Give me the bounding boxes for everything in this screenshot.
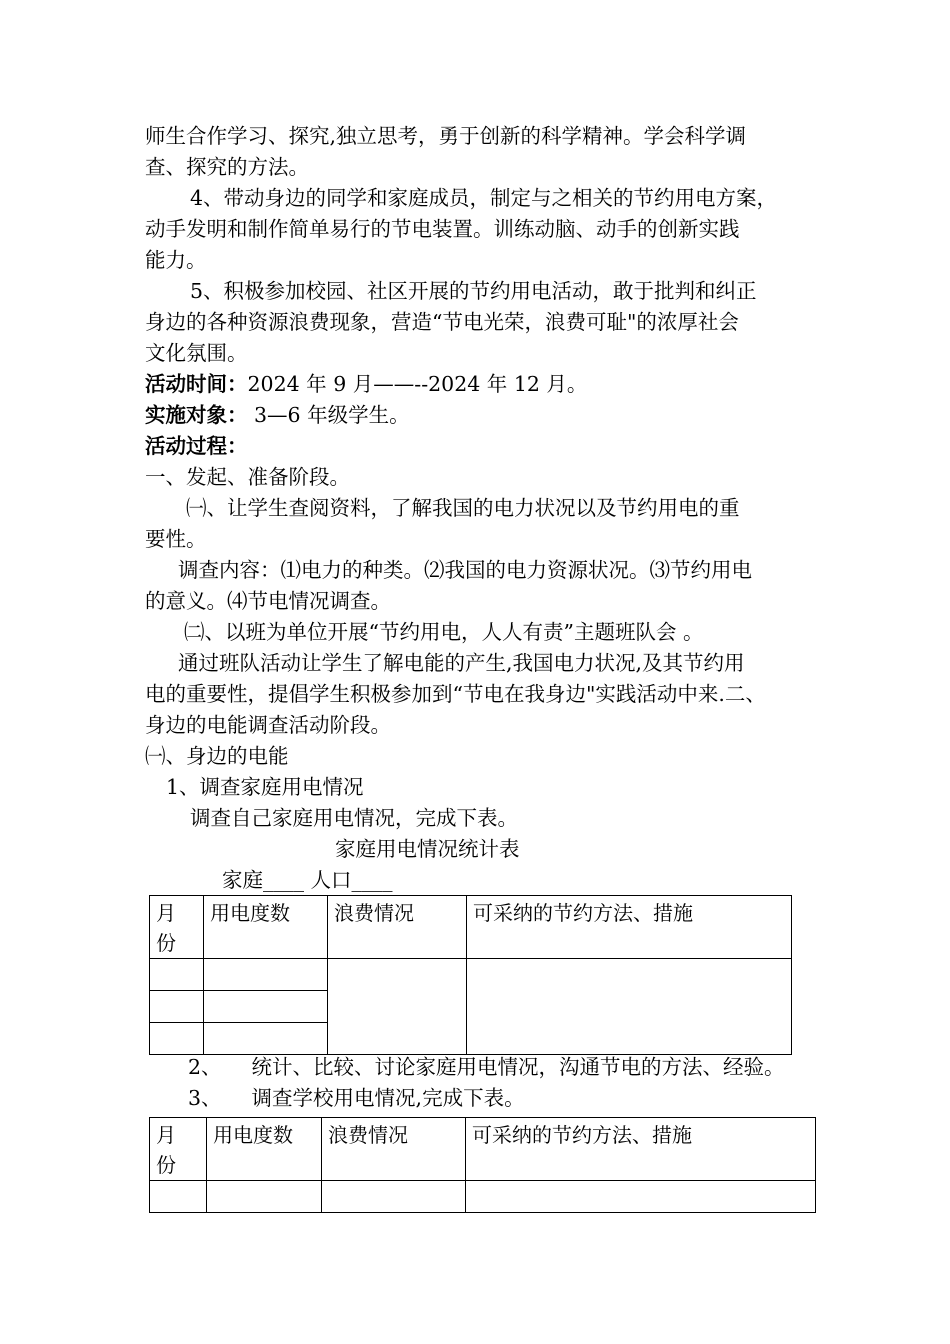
header-month: 月 份 bbox=[150, 896, 204, 959]
step2-text: 统计、比较、讨论家庭用电情况，沟通节电的方法、经验。 bbox=[251, 1055, 785, 1079]
activity-time-label: 活动时间： bbox=[145, 372, 248, 396]
target-audience bbox=[145, 400, 410, 431]
cell-waste-input[interactable] bbox=[328, 959, 467, 1055]
cell-month-input[interactable] bbox=[150, 1181, 207, 1213]
cell-usage-input[interactable] bbox=[204, 991, 328, 1023]
step2-number: 2、 bbox=[188, 1055, 222, 1079]
header-usage: 用电度数 bbox=[204, 896, 328, 959]
para2-line2: 动手发明和制作简单易行的节电装置。训练动脑、动手的创新实践 bbox=[145, 217, 740, 241]
cell-waste-input[interactable] bbox=[322, 1181, 466, 1213]
item1-line2: 要性。 bbox=[145, 527, 207, 551]
cell-month-input[interactable] bbox=[150, 991, 204, 1023]
header-methods: 可采纳的节约方法、措施 bbox=[467, 896, 792, 959]
cell-usage-input[interactable] bbox=[204, 1023, 328, 1055]
home-table-meta: 家庭____ 人口____ bbox=[222, 868, 393, 892]
sub1-heading: ㈠、身边的电能 bbox=[145, 744, 289, 768]
process-heading: 活动过程： bbox=[145, 434, 248, 458]
cell-usage-input[interactable] bbox=[207, 1181, 322, 1213]
home-usage-table bbox=[149, 895, 792, 1055]
target-label: 实施对象： bbox=[145, 403, 248, 427]
header-waste: 浪费情况 bbox=[328, 896, 467, 959]
cell-month-input[interactable] bbox=[150, 959, 204, 991]
activity-time-value: 2024 年 9 月——--2024 年 12 月。 bbox=[247, 372, 588, 396]
para2-line1: 4、带动身边的同学和家庭成员，制定与之相关的节约用电方案， bbox=[190, 186, 778, 210]
header-usage: 用电度数 bbox=[207, 1118, 322, 1181]
para2-line3: 能力。 bbox=[145, 248, 207, 272]
step3-number: 3、 bbox=[188, 1086, 222, 1110]
para1-line1: 师生合作学习、探究,独立思考，勇于创新的科学精神。学会科学调 bbox=[145, 124, 747, 148]
para1-line2: 查、探究的方法。 bbox=[145, 155, 309, 179]
survey-line2: 的意义。⑷节电情况调查。 bbox=[145, 589, 391, 613]
para3-line2: 身边的各种资源浪费现象，营造“节电光荣，浪费可耻"的浓厚社会 bbox=[145, 310, 739, 334]
header-month: 月 份 bbox=[150, 1118, 207, 1181]
para3-line1: 5、积极参加校园、社区开展的节约用电活动，敢于批判和纠正 bbox=[190, 279, 757, 303]
target-value: 3—6 年级学生。 bbox=[247, 403, 410, 427]
para4-line2: 电的重要性，提倡学生积极参加到“节电在我身边"实践活动中来.二、 bbox=[145, 682, 766, 706]
para3-line3: 文化氛围。 bbox=[145, 341, 248, 365]
stage1-heading: 一、发起、准备阶段。 bbox=[145, 465, 350, 489]
item2-line1: ㈡、以班为单位开展“节约用电，人人有责”主题班队会 。 bbox=[184, 620, 704, 644]
para4-line1: 通过班队活动让学生了解电能的产生,我国电力状况,及其节约用 bbox=[178, 651, 745, 675]
step3-line bbox=[188, 1083, 525, 1114]
step3-text: 调查学校用电情况,完成下表。 bbox=[251, 1086, 525, 1110]
para4-line3: 身边的电能调查活动阶段。 bbox=[145, 713, 391, 737]
header-methods: 可采纳的节约方法、措施 bbox=[466, 1118, 816, 1181]
table-row bbox=[150, 959, 792, 991]
cell-month-input[interactable] bbox=[150, 1023, 204, 1055]
sub1-1-heading: 1、调查家庭用电情况 bbox=[166, 775, 364, 799]
activity-time bbox=[145, 369, 587, 400]
sub1-1-description: 调查自己家庭用电情况，完成下表。 bbox=[190, 806, 518, 830]
table-row bbox=[150, 1181, 816, 1213]
step2-line bbox=[188, 1052, 785, 1083]
table-header-row bbox=[150, 1118, 816, 1181]
cell-usage-input[interactable] bbox=[204, 959, 328, 991]
cell-methods-input[interactable] bbox=[466, 1181, 816, 1213]
item1-line1: ㈠、让学生查阅资料，了解我国的电力状况以及节约用电的重 bbox=[186, 496, 740, 520]
home-table-title: 家庭用电情况统计表 bbox=[335, 837, 520, 861]
header-waste: 浪费情况 bbox=[322, 1118, 466, 1181]
survey-line1: 调查内容：⑴电力的种类。⑵我国的电力资源状况。⑶节约用电 bbox=[178, 558, 752, 582]
school-usage-table bbox=[149, 1117, 816, 1213]
table-header-row bbox=[150, 896, 792, 959]
cell-methods-input[interactable] bbox=[467, 959, 792, 1055]
